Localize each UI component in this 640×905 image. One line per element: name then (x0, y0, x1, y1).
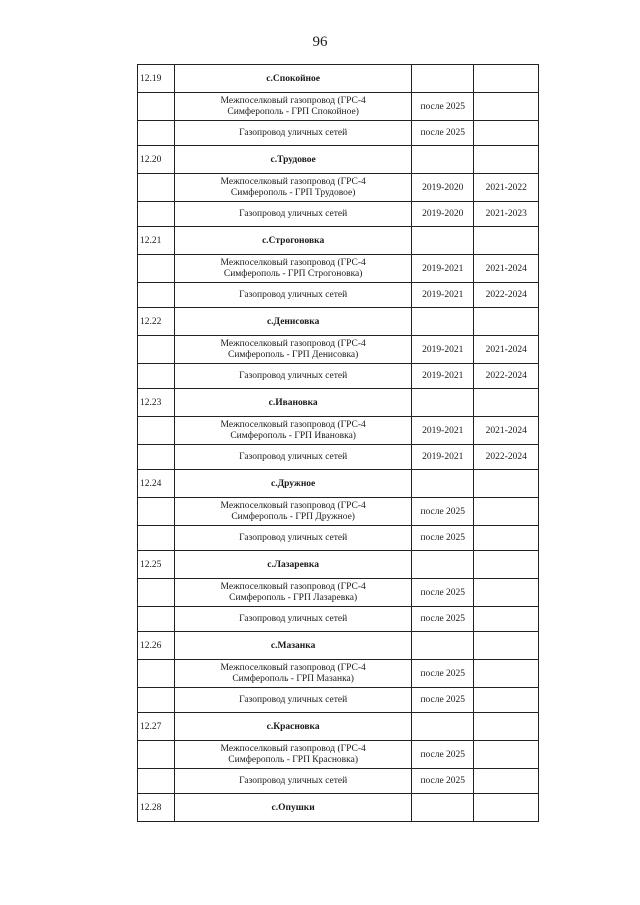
work-description-line: Межпоселковый газопровод (ГРС-4 (220, 176, 366, 187)
settlement-name: с.Дружное (175, 470, 412, 498)
empty-cell (138, 174, 175, 202)
settlement-row (138, 794, 539, 822)
design-period: после 2025 (412, 121, 474, 146)
work-description (175, 336, 412, 364)
item-number: 12.25 (138, 551, 175, 579)
empty-cell (138, 688, 175, 713)
item-number: 12.22 (138, 308, 175, 336)
construction-period: 2021-2024 (474, 417, 539, 445)
empty-cell (138, 202, 175, 227)
construction-period: 2022-2024 (474, 283, 539, 308)
work-description (175, 688, 412, 713)
empty-cell (138, 417, 175, 445)
construction-period (474, 607, 539, 632)
settlement-row (138, 551, 539, 579)
work-description-line: Симферополь - ГРП Трудовое) (230, 187, 356, 198)
settlement-row (138, 713, 539, 741)
settlement-row (138, 389, 539, 417)
table-body (138, 65, 539, 822)
settlement-name: с.Ивановка (175, 389, 412, 417)
empty-cell (412, 146, 474, 174)
empty-cell (138, 579, 175, 607)
empty-cell (474, 146, 539, 174)
work-description-line: Межпоселковый газопровод (ГРС-4 (220, 500, 366, 511)
work-description-line: Газопровод уличных сетей (239, 127, 348, 138)
empty-cell (138, 769, 175, 794)
work-row (138, 202, 539, 227)
work-description (175, 769, 412, 794)
empty-cell (474, 65, 539, 93)
work-description (175, 121, 412, 146)
design-period: после 2025 (412, 93, 474, 121)
design-period: после 2025 (412, 660, 474, 688)
work-description (175, 445, 412, 470)
settlement-row (138, 632, 539, 660)
work-row (138, 526, 539, 551)
work-description (175, 607, 412, 632)
gas-pipeline-schedule-table (137, 64, 539, 822)
settlement-row (138, 65, 539, 93)
settlement-name: с.Мазанка (175, 632, 412, 660)
design-period: после 2025 (412, 607, 474, 632)
empty-cell (138, 607, 175, 632)
construction-period (474, 93, 539, 121)
design-period: после 2025 (412, 579, 474, 607)
work-description-line: Межпоселковый газопровод (ГРС-4 (220, 581, 366, 592)
work-description-line: Межпоселковый газопровод (ГРС-4 (220, 257, 366, 268)
work-description (175, 579, 412, 607)
empty-cell (138, 445, 175, 470)
work-description-line: Газопровод уличных сетей (239, 613, 348, 624)
work-row (138, 445, 539, 470)
work-description-line: Симферополь - ГРП Дружное) (231, 511, 355, 522)
item-number: 12.27 (138, 713, 175, 741)
construction-period: 2021-2022 (474, 174, 539, 202)
empty-cell (412, 794, 474, 822)
construction-period: 2022-2024 (474, 445, 539, 470)
design-period: 2019-2021 (412, 255, 474, 283)
design-period: 2019-2021 (412, 417, 474, 445)
work-description-line: Межпоселковый газопровод (ГРС-4 (220, 662, 366, 673)
empty-cell (138, 255, 175, 283)
work-row (138, 660, 539, 688)
empty-cell (412, 470, 474, 498)
work-row (138, 93, 539, 121)
settlement-name: с.Строгоновка (175, 227, 412, 255)
work-description-line: Газопровод уличных сетей (239, 532, 348, 543)
work-description-line: Газопровод уличных сетей (239, 370, 348, 381)
work-row (138, 498, 539, 526)
construction-period (474, 741, 539, 769)
empty-cell (138, 498, 175, 526)
work-row (138, 283, 539, 308)
work-description (175, 498, 412, 526)
construction-period: 2022-2024 (474, 364, 539, 389)
design-period: 2019-2021 (412, 283, 474, 308)
item-number: 12.19 (138, 65, 175, 93)
work-row (138, 769, 539, 794)
construction-period (474, 660, 539, 688)
work-row (138, 741, 539, 769)
settlement-name: с.Опушки (175, 794, 412, 822)
empty-cell (138, 526, 175, 551)
empty-cell (412, 65, 474, 93)
item-number: 12.26 (138, 632, 175, 660)
empty-cell (138, 336, 175, 364)
work-description (175, 174, 412, 202)
empty-cell (474, 551, 539, 579)
work-row (138, 255, 539, 283)
design-period: 2019-2021 (412, 445, 474, 470)
empty-cell (412, 308, 474, 336)
design-period: 2019-2020 (412, 202, 474, 227)
settlement-name: с.Лазаревка (175, 551, 412, 579)
work-description-line: Межпоселковый газопровод (ГРС-4 (220, 743, 366, 754)
item-number: 12.24 (138, 470, 175, 498)
settlement-row (138, 146, 539, 174)
empty-cell (138, 660, 175, 688)
settlement-row (138, 308, 539, 336)
work-description-line: Межпоселковый газопровод (ГРС-4 (220, 338, 366, 349)
design-period: после 2025 (412, 769, 474, 794)
design-period: после 2025 (412, 688, 474, 713)
work-description-line: Симферополь - ГРП Лазаревка) (229, 592, 358, 603)
construction-period (474, 769, 539, 794)
work-description-line: Симферополь - ГРП Мазанка) (232, 673, 354, 684)
construction-period (474, 121, 539, 146)
item-number: 12.21 (138, 227, 175, 255)
construction-period: 2021-2023 (474, 202, 539, 227)
design-period: 2019-2021 (412, 364, 474, 389)
settlement-name: с.Денисовка (175, 308, 412, 336)
work-description-line: Газопровод уличных сетей (239, 775, 348, 786)
empty-cell (474, 632, 539, 660)
work-row (138, 579, 539, 607)
work-row (138, 364, 539, 389)
work-row (138, 688, 539, 713)
design-period: 2019-2021 (412, 336, 474, 364)
item-number: 12.20 (138, 146, 175, 174)
work-description-line: Симферополь - ГРП Ивановка) (230, 430, 356, 441)
design-period: 2019-2020 (412, 174, 474, 202)
work-description (175, 255, 412, 283)
settlement-row (138, 227, 539, 255)
empty-cell (138, 283, 175, 308)
work-description (175, 202, 412, 227)
work-description (175, 93, 412, 121)
design-period: после 2025 (412, 741, 474, 769)
work-description-line: Межпоселковый газопровод (ГРС-4 (220, 95, 366, 106)
empty-cell (474, 794, 539, 822)
design-period: после 2025 (412, 526, 474, 551)
construction-period: 2021-2024 (474, 255, 539, 283)
work-description (175, 741, 412, 769)
settlement-name: с.Спокойное (175, 65, 412, 93)
empty-cell (138, 121, 175, 146)
empty-cell (412, 632, 474, 660)
work-description (175, 526, 412, 551)
work-description (175, 417, 412, 445)
design-period: после 2025 (412, 498, 474, 526)
empty-cell (138, 93, 175, 121)
construction-period: 2021-2024 (474, 336, 539, 364)
work-description (175, 283, 412, 308)
construction-period (474, 526, 539, 551)
empty-cell (474, 308, 539, 336)
work-description-line: Газопровод уличных сетей (239, 451, 348, 462)
work-description-line: Симферополь - ГРП Строгоновка) (223, 268, 363, 279)
empty-cell (474, 389, 539, 417)
empty-cell (412, 389, 474, 417)
item-number: 12.23 (138, 389, 175, 417)
item-number: 12.28 (138, 794, 175, 822)
page-number: 96 (312, 34, 328, 50)
construction-period (474, 579, 539, 607)
empty-cell (474, 227, 539, 255)
empty-cell (412, 713, 474, 741)
work-description (175, 660, 412, 688)
settlement-name: с.Трудовое (175, 146, 412, 174)
work-description-line: Газопровод уличных сетей (239, 208, 348, 219)
empty-cell (138, 741, 175, 769)
empty-cell (412, 551, 474, 579)
work-description (175, 364, 412, 389)
work-description-line: Межпоселковый газопровод (ГРС-4 (220, 419, 366, 430)
work-description-line: Симферополь - ГРП Денисовка) (228, 349, 359, 360)
construction-period (474, 688, 539, 713)
empty-cell (412, 227, 474, 255)
work-row (138, 417, 539, 445)
work-description-line: Газопровод уличных сетей (239, 289, 348, 300)
work-row (138, 607, 539, 632)
empty-cell (138, 364, 175, 389)
work-row (138, 121, 539, 146)
work-row (138, 174, 539, 202)
work-description-line: Симферополь - ГРП Спокойное) (227, 106, 359, 117)
settlement-row (138, 470, 539, 498)
settlement-name: с.Красновка (175, 713, 412, 741)
empty-cell (474, 713, 539, 741)
work-row (138, 336, 539, 364)
work-description-line: Газопровод уличных сетей (239, 694, 348, 705)
work-description-line: Симферополь - ГРП Красновка) (228, 754, 358, 765)
empty-cell (474, 470, 539, 498)
construction-period (474, 498, 539, 526)
